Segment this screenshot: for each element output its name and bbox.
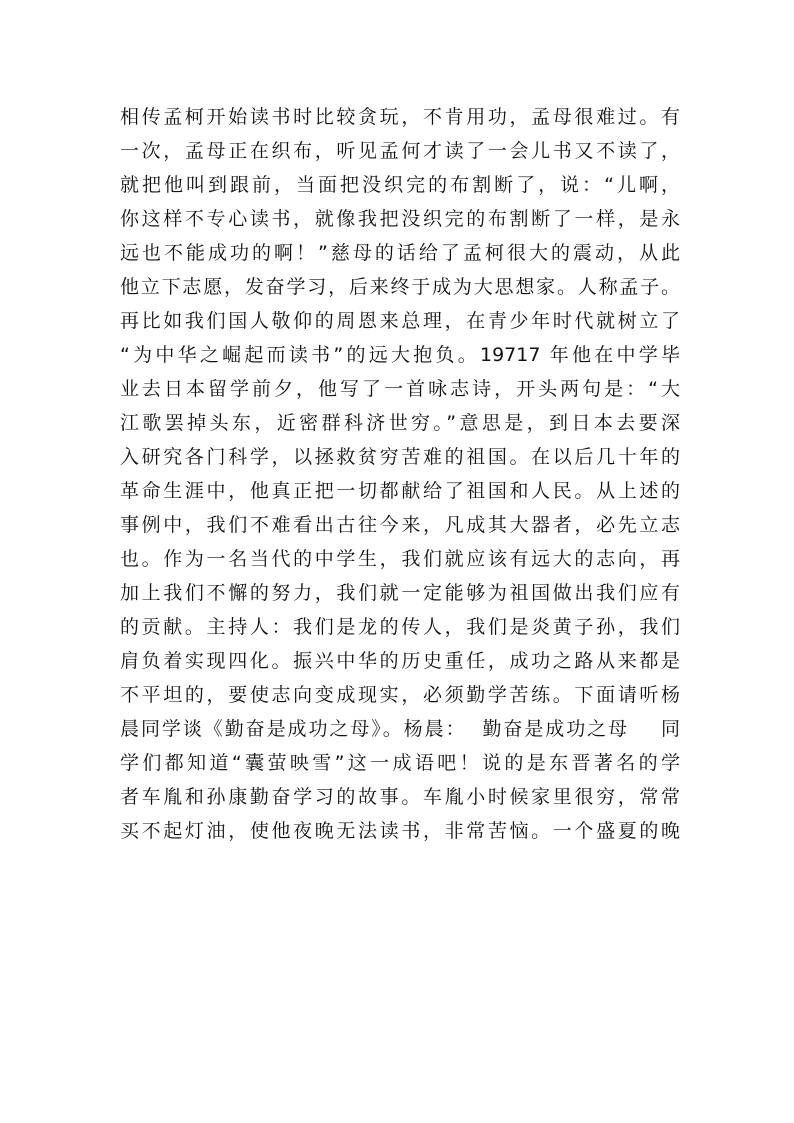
- body-text: [120, 100, 680, 848]
- text-line: 不平坦的，要使志向变成现实，必须勤学苦练。下面请听杨: [120, 684, 680, 706]
- text-line: 入研究各门科学，以拯救贫穷苦难的祖国。在以后几十年的: [120, 446, 680, 468]
- text-line: 晨同学谈《勤奋是成功之母》。杨晨： 勤奋是成功之母 同: [120, 718, 680, 740]
- text-line: 者车胤和孙康勤奋学习的故事。车胤小时候家里很穷，常常: [120, 786, 680, 808]
- text-line: 再比如我们国人敬仰的周恩来总理，在青少年时代就树立了: [120, 310, 680, 332]
- text-line: 你这样不专心读书，就像我把没织完的布割断了一样，是永: [120, 208, 680, 230]
- text-line: 他立下志愿，发奋学习，后来终于成为大思想家。人称孟子。: [120, 276, 680, 298]
- text-line: 相传孟柯开始读书时比较贪玩，不肯用功，孟母很难过。有: [120, 106, 680, 128]
- text-line: 业去日本留学前夕，他写了一首咏志诗，开头两句是：“大: [120, 378, 680, 400]
- text-line: 肩负着实现四化。振兴中华的历史重任，成功之路从来都是: [120, 650, 680, 672]
- text-line: 买不起灯油，使他夜晚无法读书，非常苦恼。一个盛夏的晚: [120, 820, 680, 842]
- text-line: “为中华之崛起而读书”的远大抱负。19717 年他在中学毕: [120, 344, 680, 366]
- text-line: 江歌罢掉头东，近密群科济世穷。”意思是，到日本去要深: [120, 412, 680, 434]
- text-line: 远也不能成功的啊！”慈母的话给了孟柯很大的震动，从此: [120, 242, 680, 264]
- text-line: 就把他叫到跟前，当面把没织完的布割断了，说：“儿啊，: [120, 174, 680, 196]
- text-line: 加上我们不懈的努力，我们就一定能够为祖国做出我们应有: [120, 582, 680, 604]
- text-line: 革命生涯中，他真正把一切都献给了祖国和人民。从上述的: [120, 480, 680, 502]
- text-line: 一次，孟母正在织布，听见孟何才读了一会儿书又不读了，: [120, 140, 680, 162]
- text-line: 的贡献。主持人：我们是龙的传人，我们是炎黄子孙，我们: [120, 616, 680, 638]
- text-line: 也。作为一名当代的中学生，我们就应该有远大的志向，再: [120, 548, 680, 570]
- text-line: 学们都知道“囊萤映雪”这一成语吧！说的是东晋著名的学: [120, 752, 680, 774]
- text-line: 事例中，我们不难看出古往今来，凡成其大器者，必先立志: [120, 514, 680, 536]
